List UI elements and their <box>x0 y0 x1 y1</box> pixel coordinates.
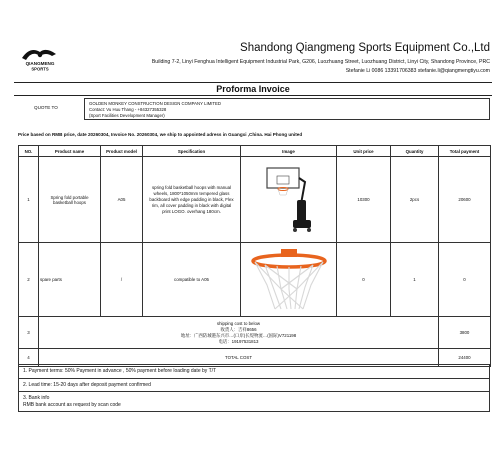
lead-time: 2. Lead time: 15-20 days after deposit payment confirmed <box>18 379 490 393</box>
row-image <box>241 243 337 317</box>
items-table <box>18 145 491 367</box>
shipping-address: 地址：广西防城港东兴市…(口岸)长堤物流…(国际)V721198 <box>180 332 297 338</box>
price-note: Price based on RMB price, date 20260304, Invoice No. 20260304, we ship to appointed adress in Guangxi ,China. Hai Phong united <box>18 132 303 137</box>
customer-name: GOLDEN MONKEY CONSTRUCTION DESIGN COMPANY LIMITED <box>89 101 222 106</box>
row-total: 24400 <box>439 349 491 367</box>
col-header-product-name: Product name <box>39 146 101 157</box>
row-quantity: 2pcs <box>391 157 439 243</box>
row-no: 3 <box>19 317 39 349</box>
document-title: Proforma Invoice <box>14 83 492 96</box>
company-address: Building 7-2, Linyi Fenghua Intelligent Equipment Industrial Park, G206, Luozhuang Street, Luozhuang District, Linyi City, Shandong Province, PRC <box>151 59 490 65</box>
company-contact: Stefanie Li 0086 13391706383 stefanie.li@qiangmengtiyu.com <box>345 68 490 74</box>
table-row <box>19 157 491 243</box>
quote-section <box>14 96 492 128</box>
quote-label: QUOTE TO <box>34 105 58 110</box>
customer-role: (Sport Facilities Development Manager) <box>89 113 165 118</box>
row-no: 4 <box>19 349 39 367</box>
spec-text: spring fold basketball hoops with manual wheels, 1800*1050mm tempered glass backboard with edge padding in black, Flex rim, all cover padding in black with digital print LOGO. overhang 180cm. <box>149 184 234 214</box>
col-header-specification: Specification <box>143 146 241 157</box>
row-total: 3800 <box>439 317 491 349</box>
col-header-unit-price: Unit price <box>337 146 391 157</box>
total-cost-label: TOTAL COST <box>39 349 439 367</box>
row-no: 1 <box>19 157 39 243</box>
quote-recipient-box <box>84 98 490 120</box>
col-header-image: Image <box>241 146 337 157</box>
row-total: 20600 <box>439 157 491 243</box>
company-logo <box>16 44 64 74</box>
shipping-title: shipping cost to below <box>216 320 261 326</box>
row-image <box>241 157 337 243</box>
col-header-product-model: Product model <box>101 146 143 157</box>
table-row <box>19 243 491 317</box>
row-unit-price: 0 <box>337 243 391 317</box>
row-product-model: / <box>101 243 143 317</box>
shipping-phone: 电话：19197531813 <box>218 338 259 344</box>
bank-info-detail: RMB bank account as request by scan code <box>23 401 121 408</box>
svg-text:SPORTS: SPORTS <box>31 66 49 72</box>
shipping-consignee: 收货人：吉祥8656 <box>220 326 257 332</box>
col-header-quantity: Quantity <box>391 146 439 157</box>
col-header-no: NO. <box>19 146 39 157</box>
row-specification <box>143 157 241 243</box>
svg-text:QIANGMENG: QIANGMENG <box>25 61 55 66</box>
table-header-row <box>19 146 491 157</box>
row-total: 0 <box>439 243 491 317</box>
basketball-hoop-image <box>259 164 319 236</box>
bank-info <box>18 392 490 412</box>
payment-terms: 1. Payment terms: 50% Payment in advance , 50% payment before loading date by T/T <box>18 364 490 379</box>
row-specification: compatible to A05 <box>143 243 241 317</box>
row-product-model: A05 <box>101 157 143 243</box>
shipping-info <box>39 317 439 349</box>
company-name: Shandong Qiangmeng Sports Equipment Co.,Ltd <box>240 42 490 54</box>
terms-notes <box>18 364 490 412</box>
col-header-total-payment: Total payment <box>439 146 491 157</box>
invoice-header <box>14 38 492 78</box>
row-quantity: 1 <box>391 243 439 317</box>
basketball-rim-image <box>245 247 333 313</box>
bank-info-title: 3. Bank info <box>23 395 50 401</box>
row-no: 2 <box>19 243 39 317</box>
row-product-name: spare parts <box>39 243 101 317</box>
row-unit-price: 10300 <box>337 157 391 243</box>
row-product-name: Spring fold portable basketball hoops <box>39 157 101 243</box>
customer-contact: Contact: Vu Huu Thang - +84327355328 <box>89 107 167 112</box>
table-row <box>19 317 491 349</box>
